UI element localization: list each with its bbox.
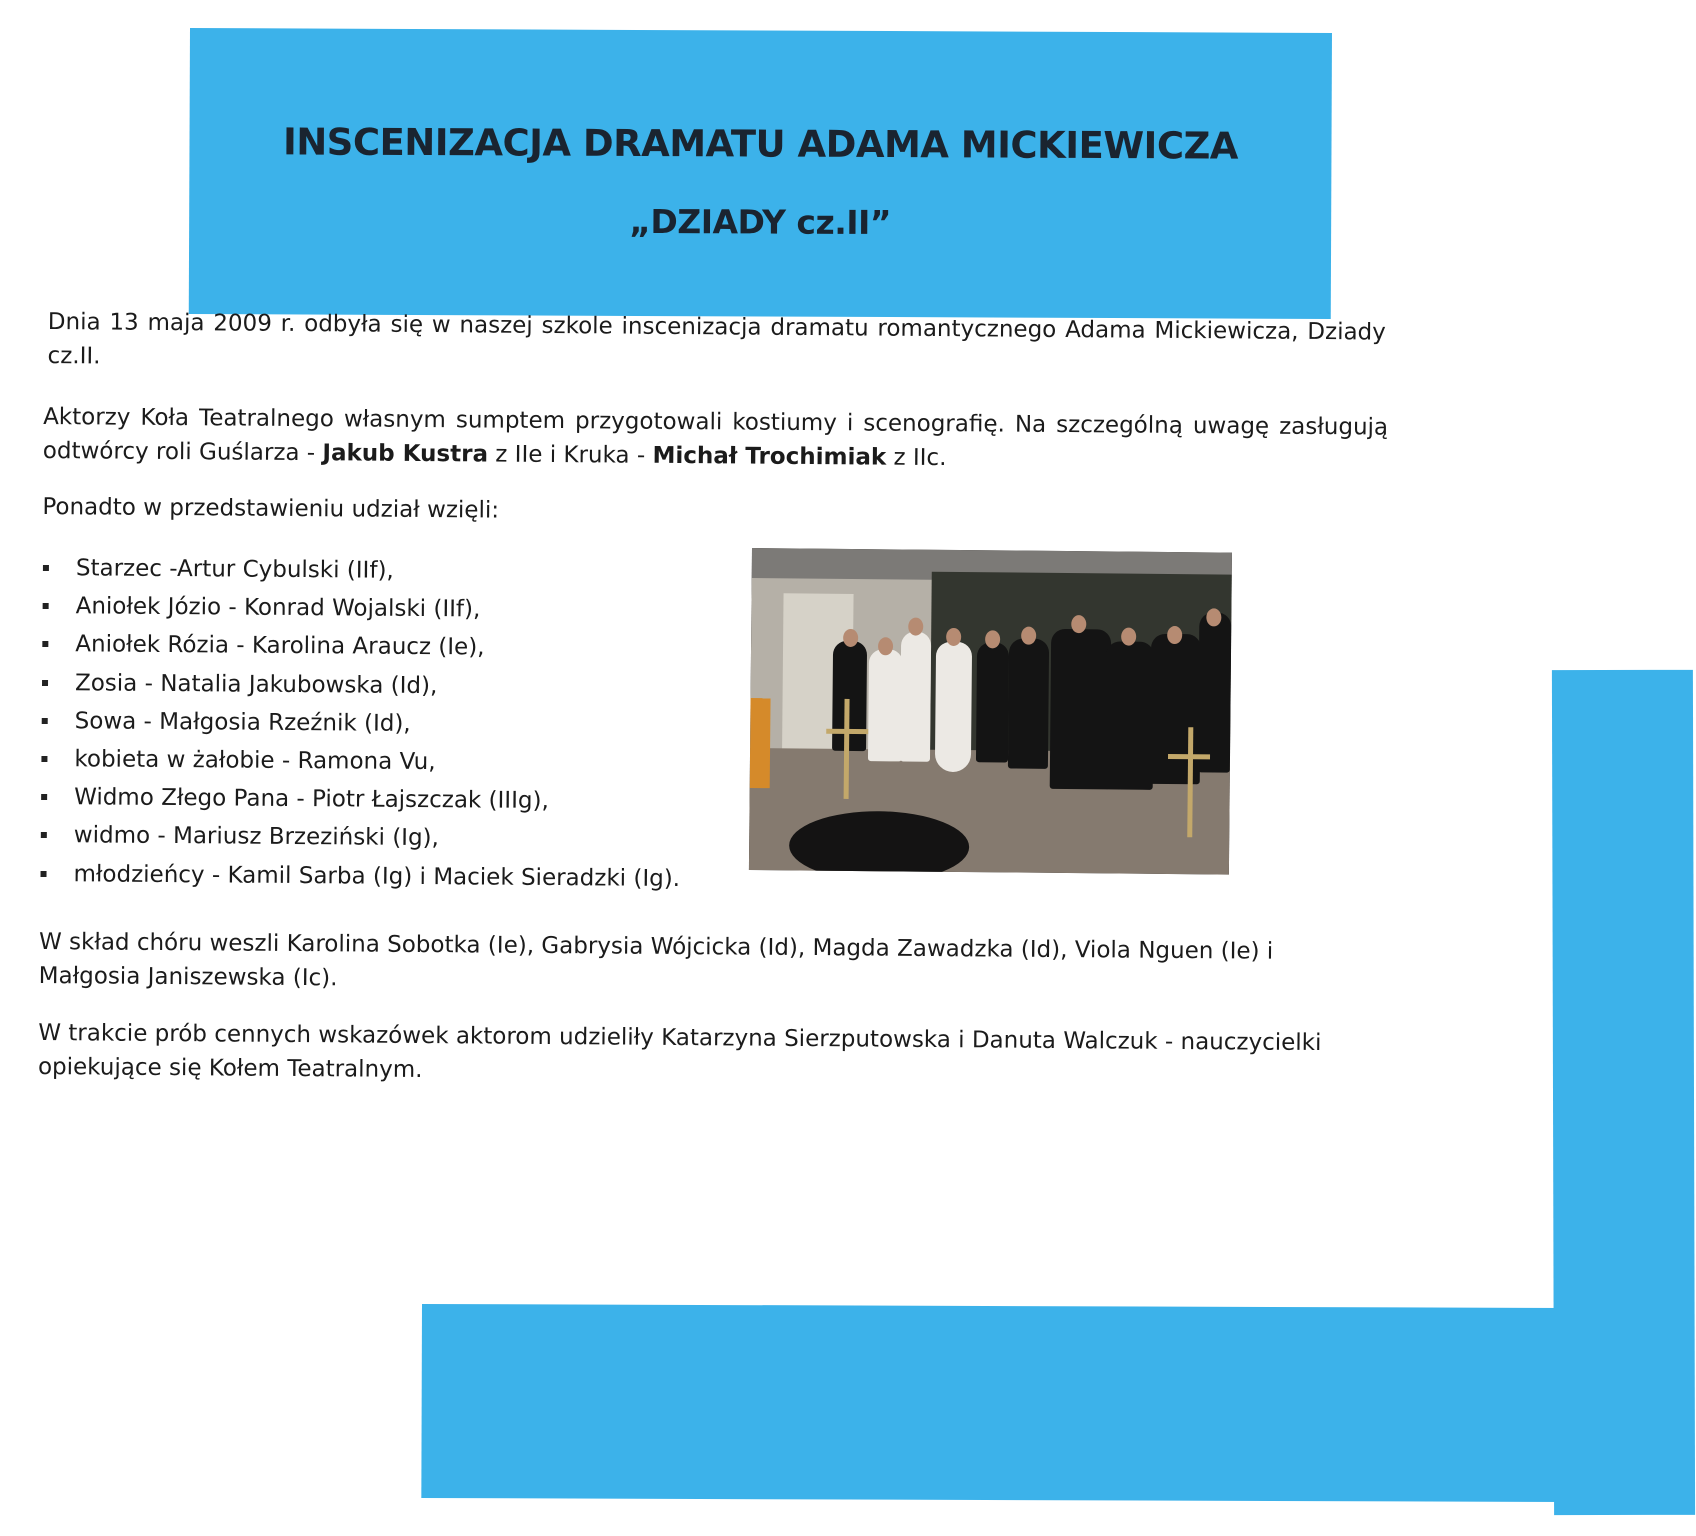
cast-entry: Sowa - Małgosia Rzeźnik (Id), bbox=[74, 708, 411, 737]
page-title: INSCENIZACJA DRAMATU ADAMA MICKIEWICZA bbox=[282, 120, 1239, 168]
actor-head bbox=[1071, 615, 1086, 633]
cross-prop bbox=[844, 699, 850, 799]
guslarz-actor-name: Jakub Kustra bbox=[322, 440, 489, 468]
actors-paragraph bbox=[43, 400, 1388, 479]
bullet-icon bbox=[42, 718, 48, 724]
cast-entry: kobieta w żałobie - Ramona Vu, bbox=[74, 746, 436, 776]
bullet-icon bbox=[43, 565, 49, 571]
actors-text-after: z IIc. bbox=[886, 444, 947, 472]
cast-entry: Widmo Złego Pana - Piotr Łajszczak (IIIg), bbox=[74, 784, 549, 815]
cast-entry: Zosia - Natalia Jakubowska (Id), bbox=[74, 669, 438, 699]
actor-figure bbox=[832, 641, 867, 751]
list-item bbox=[41, 702, 761, 746]
list-item bbox=[41, 587, 761, 631]
actors-text-middle: z IIe i Kruka - bbox=[487, 441, 653, 469]
choir-paragraph: W skład chóru weszli Karolina Sobotka (Ie), Gabrysia Wójcicka (Id), Magda Zawadzka (Id), Viola Nguen (Ie) i Małgosia Janiszewska (Ic). bbox=[38, 928, 1274, 992]
actor-figure bbox=[1198, 612, 1232, 772]
actor-head bbox=[1167, 626, 1182, 644]
list-item bbox=[40, 816, 760, 860]
kruk-actor-name: Michał Trochimiak bbox=[652, 442, 887, 471]
actor-figure bbox=[935, 642, 972, 772]
cross-prop-right-bar bbox=[1168, 754, 1210, 759]
list-item bbox=[39, 854, 759, 898]
list-item bbox=[40, 740, 760, 784]
actors-text-before: Aktorzy Koła Teatralnego własnym sumptem przygotowali kostiumy i scenografię. Na szczególną uwagę zasługują odtwórcy roli Guślarza - bbox=[42, 403, 1389, 467]
actor-head bbox=[1121, 628, 1136, 646]
cross-prop-right bbox=[1187, 727, 1193, 837]
bullet-icon bbox=[41, 870, 47, 876]
list-item bbox=[42, 549, 762, 593]
actor-figure bbox=[1008, 638, 1049, 768]
intro-paragraph: Dnia 13 maja 2009 r. odbyła się w naszej szkole inscenizacja dramatu romantycznego Adama Mickiewicza, Dziady cz.II. bbox=[47, 309, 1386, 370]
actor-figure bbox=[1050, 629, 1112, 790]
actor-figure bbox=[868, 649, 903, 761]
page-subtitle: „DZIADY cz.II” bbox=[629, 201, 892, 243]
photo-orange-panel bbox=[750, 698, 771, 788]
actor-figure bbox=[1105, 641, 1154, 789]
actor-head bbox=[843, 629, 858, 647]
cast-list bbox=[39, 549, 762, 898]
header-banner bbox=[189, 28, 1332, 319]
cast-entry: widmo - Mariusz Brzeziński (Ig), bbox=[73, 822, 440, 852]
actor-head bbox=[985, 630, 1000, 648]
bullet-icon bbox=[41, 832, 47, 838]
bullet-icon bbox=[41, 794, 47, 800]
cross-prop-bar bbox=[826, 729, 868, 734]
actor-head bbox=[946, 628, 961, 646]
bullet-icon bbox=[43, 603, 49, 609]
actor-figure bbox=[976, 642, 1009, 762]
performance-photo bbox=[749, 548, 1232, 875]
actor-head bbox=[1206, 608, 1221, 626]
bullet-icon bbox=[42, 641, 48, 647]
bullet-icon bbox=[42, 680, 48, 686]
actor-head bbox=[1021, 627, 1036, 645]
cast-entry: Aniołek Józio - Konrad Wojalski (IIf), bbox=[75, 593, 481, 623]
participants-intro: Ponadto w przedstawieniu udział wzięli: bbox=[42, 493, 500, 524]
actor-head bbox=[878, 637, 893, 655]
actor-figure bbox=[900, 631, 931, 761]
list-item bbox=[41, 625, 761, 669]
cast-entry: Aniołek Rózia - Karolina Araucz (Ie), bbox=[75, 631, 485, 661]
decorative-band-bottom bbox=[421, 1304, 1694, 1502]
cast-entry: Starzec -Artur Cybulski (IIf), bbox=[75, 555, 394, 584]
actor-head bbox=[908, 618, 923, 636]
cast-entry: młodzieńcy - Kamil Sarba (Ig) i Maciek Sieradzki (Ig). bbox=[73, 860, 681, 892]
bullet-icon bbox=[41, 756, 47, 762]
actor-figure bbox=[1150, 634, 1201, 784]
list-item bbox=[41, 664, 761, 708]
list-item bbox=[40, 778, 760, 822]
rehearsals-paragraph: W trakcie prób cennych wskazówek aktorom udzieliły Katarzyna Sierzputowska i Danuta Walczuk - nauczycielki opiekujące się Kołem Teatralnym. bbox=[37, 1019, 1322, 1083]
